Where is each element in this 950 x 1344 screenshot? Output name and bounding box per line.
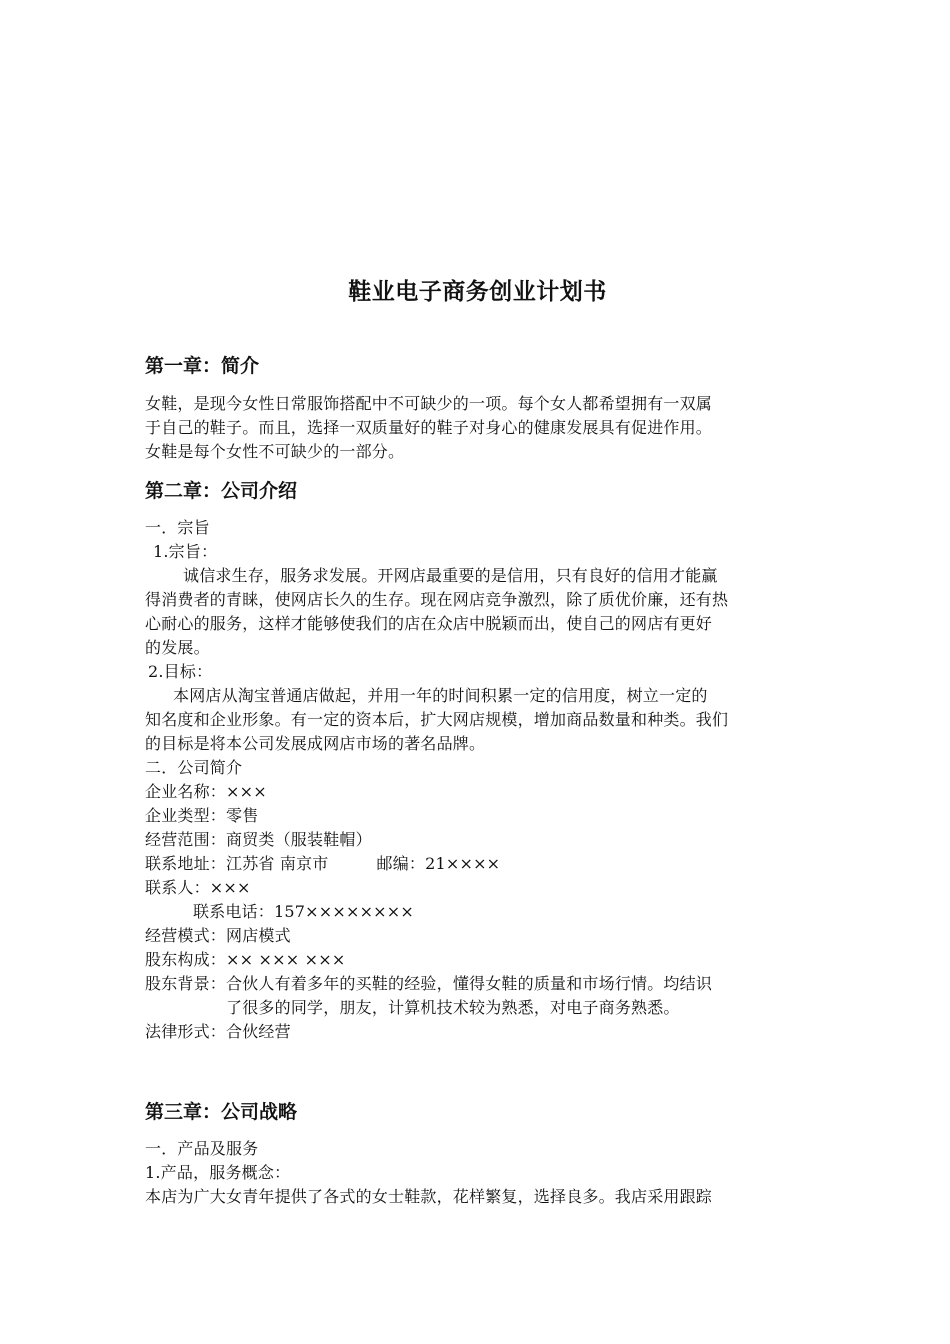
company-type: 企业类型：零售	[145, 806, 259, 825]
paragraph-line: 于自己的鞋子。而且，选择一双质量好的鞋子对身心的健康发展具有促进作用。	[145, 418, 713, 437]
contact-person: 联系人：×××	[145, 878, 251, 897]
company-name: 企业名称：×××	[145, 782, 267, 801]
document-page	[145, 0, 810, 1344]
paragraph-line: 合伙人有着多年的买鞋的经验，懂得女鞋的质量和市场行情。均结识	[226, 974, 713, 993]
item-purpose-label: 1.宗旨：	[153, 542, 218, 561]
shareholder-background-content	[226, 972, 810, 1020]
paragraph-line: 的目标是将本公司发展成网店市场的著名品牌。	[145, 734, 486, 753]
paragraph-line: 女鞋是每个女性不可缺少的一部分。	[145, 442, 405, 461]
shareholder-background	[145, 972, 810, 1020]
paragraph-line: 本网店从淘宝普通店做起，并用一年的时间积累一定的信用度，树立一定的	[173, 686, 708, 705]
paragraph-line: 得消费者的青睐，使网店长久的生存。现在网店竞争激烈，除了质优价廉，还有热	[145, 590, 729, 609]
paragraph-line: 知名度和企业形象。有一定的资本后，扩大网店规模，增加商品数量和种类。我们	[145, 710, 729, 729]
paragraph-line: 本店为广大女青年提供了各式的女士鞋款，花样繁复，选择良多。我店采用跟踪	[145, 1187, 713, 1206]
contact-phone: 联系电话：157××××××××	[193, 902, 414, 921]
section-heading-profile: 二．公司简介	[145, 758, 243, 777]
section-heading-products: 一．产品及服务	[145, 1139, 259, 1158]
chapter2-body	[145, 516, 810, 1044]
paragraph-line: 的发展。	[145, 638, 210, 657]
contact-address: 联系地址：江苏省 南京市	[145, 854, 329, 873]
chapter1-paragraph	[145, 392, 810, 464]
shareholder-structure: 股东构成：×× ××× ×××	[145, 950, 346, 969]
postal-code: 邮编：21××××	[376, 854, 501, 873]
chapter3-heading: 第三章：公司战略	[145, 1101, 298, 1123]
business-scope: 经营范围：商贸类（服装鞋帽）	[145, 830, 372, 849]
section-heading-purpose: 一．宗旨	[145, 518, 210, 537]
paragraph-line: 女鞋，是现今女性日常服饰搭配中不可缺少的一项。每个女人都希望拥有一双属	[145, 394, 713, 413]
paragraph-line: 诚信求生存，服务求发展。开网店最重要的是信用，只有良好的信用才能赢	[183, 566, 718, 585]
chapter2-heading: 第二章：公司介绍	[145, 480, 298, 502]
paragraph-line: 心耐心的服务，这样才能够使我们的店在众店中脱颖而出，使自己的网店有更好	[145, 614, 713, 633]
contact-address-row	[145, 852, 810, 876]
paragraph-line: 了很多的同学，朋友，计算机技术较为熟悉，对电子商务熟悉。	[226, 998, 680, 1017]
shareholder-background-label: 股东背景：	[145, 974, 227, 993]
item-product-label: 1.产品，服务概念：	[145, 1163, 291, 1182]
chapter3-body	[145, 1137, 810, 1209]
item-goal-label: 2.目标：	[148, 662, 213, 681]
legal-form: 法律形式：合伙经营	[145, 1022, 291, 1041]
document-title: 鞋业电子商务创业计划书	[348, 279, 607, 305]
chapter1-heading: 第一章：简介	[145, 355, 260, 377]
business-mode: 经营模式：网店模式	[145, 926, 291, 945]
